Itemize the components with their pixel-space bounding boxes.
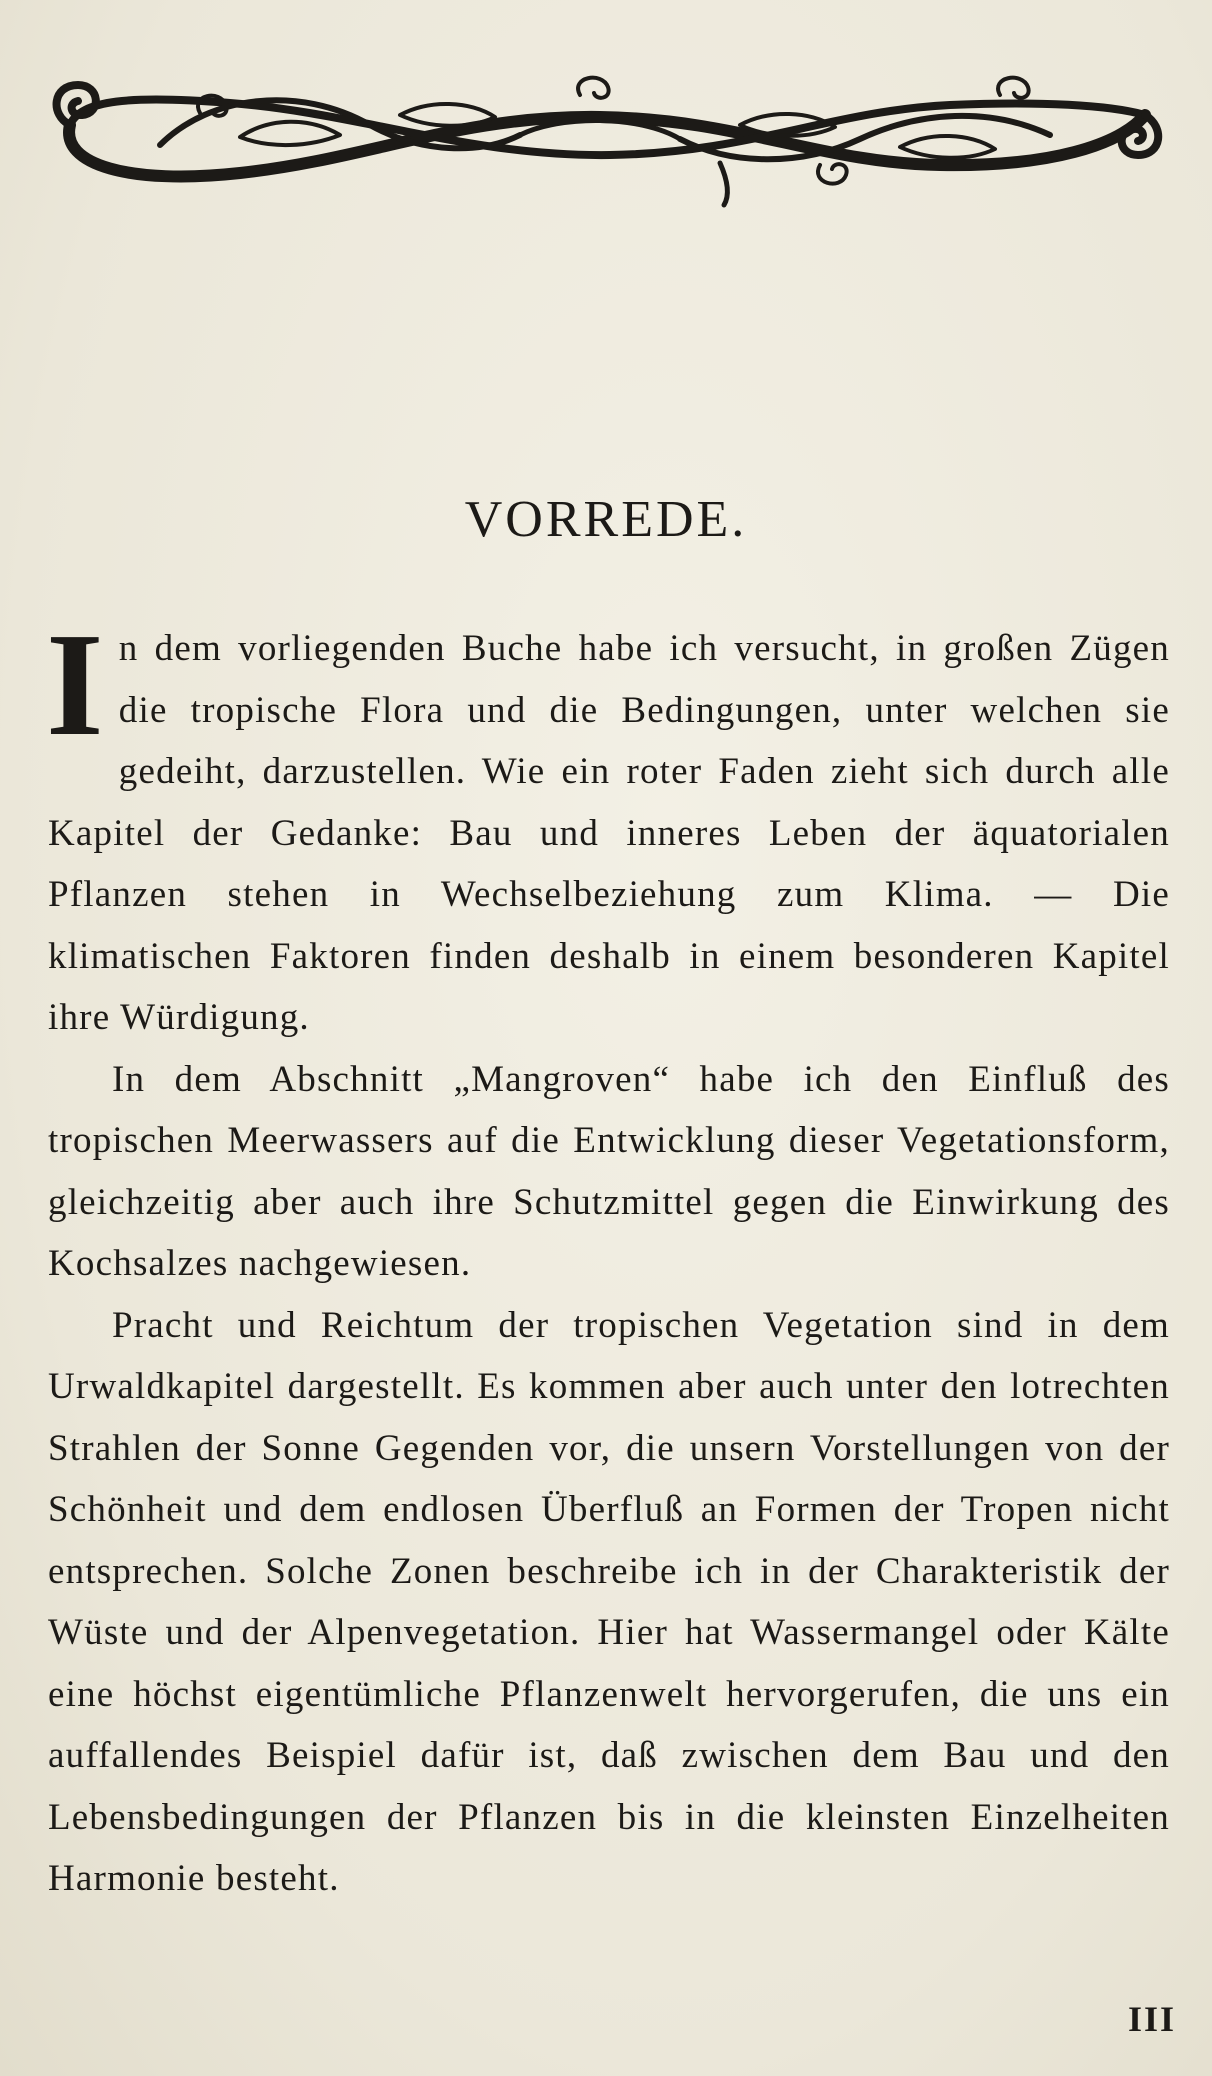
paragraph: Pracht und Reichtum der tropischen Vegetation sind in dem Urwaldkapitel dargestellt. Es kommen aber auch unter den lotrechten Strahlen der Sonne Gegenden vor, die unsern Vorstellungen von der Schönheit und dem endlosen Überfluß an Formen der Tropen nicht entsprechen. Solche Zonen beschreibe ich in der Charakteristik der Wüste und der Alpenvegetation. Hier hat Wassermangel oder Kälte eine höchst eigentümliche Pflanzenwelt hervorgerufen, die uns ein auffallendes Beispiel dafür ist, daß zwischen dem Bau und den Lebensbedingungen der Pflanzen bis in die kleinsten Einzelheiten Harmonie besteht. (48, 1304, 1170, 1899)
page-title: VORREDE. (464, 491, 748, 548)
paragraph-text: n dem vorliegenden Buche habe ich versucht, in großen Zügen die tropische Flora und die Bedingungen, unter welchen sie gedeiht, darzustellen. Wie ein roter Faden zieht sich durch alle Kapitel der Gedanke: Bau und inneres Leben der äquatorialen Pflanzen stehen in Wechselbeziehung zum Klima. — Die klimatischen Faktoren finden deshalb in einem besonderen Kapitel ihre Würdigung. (48, 628, 1170, 1038)
paragraph: In dem Abschnitt „Mangroven“ habe ich den Einfluß des tropischen Meerwassers auf die Entwicklung dieser Vegetationsform, gleichzeitig aber auch ihre Schutzmittel gegen die Einwirkung des Kochsalzes nachgewiesen. (48, 1058, 1170, 1284)
preface-text (46, 603, 1170, 1910)
drop-cap: I (46, 603, 105, 767)
paragraph (46, 603, 1170, 1049)
page-number: III (1127, 1999, 1176, 2039)
scroll-ornament-icon (40, 55, 1170, 215)
